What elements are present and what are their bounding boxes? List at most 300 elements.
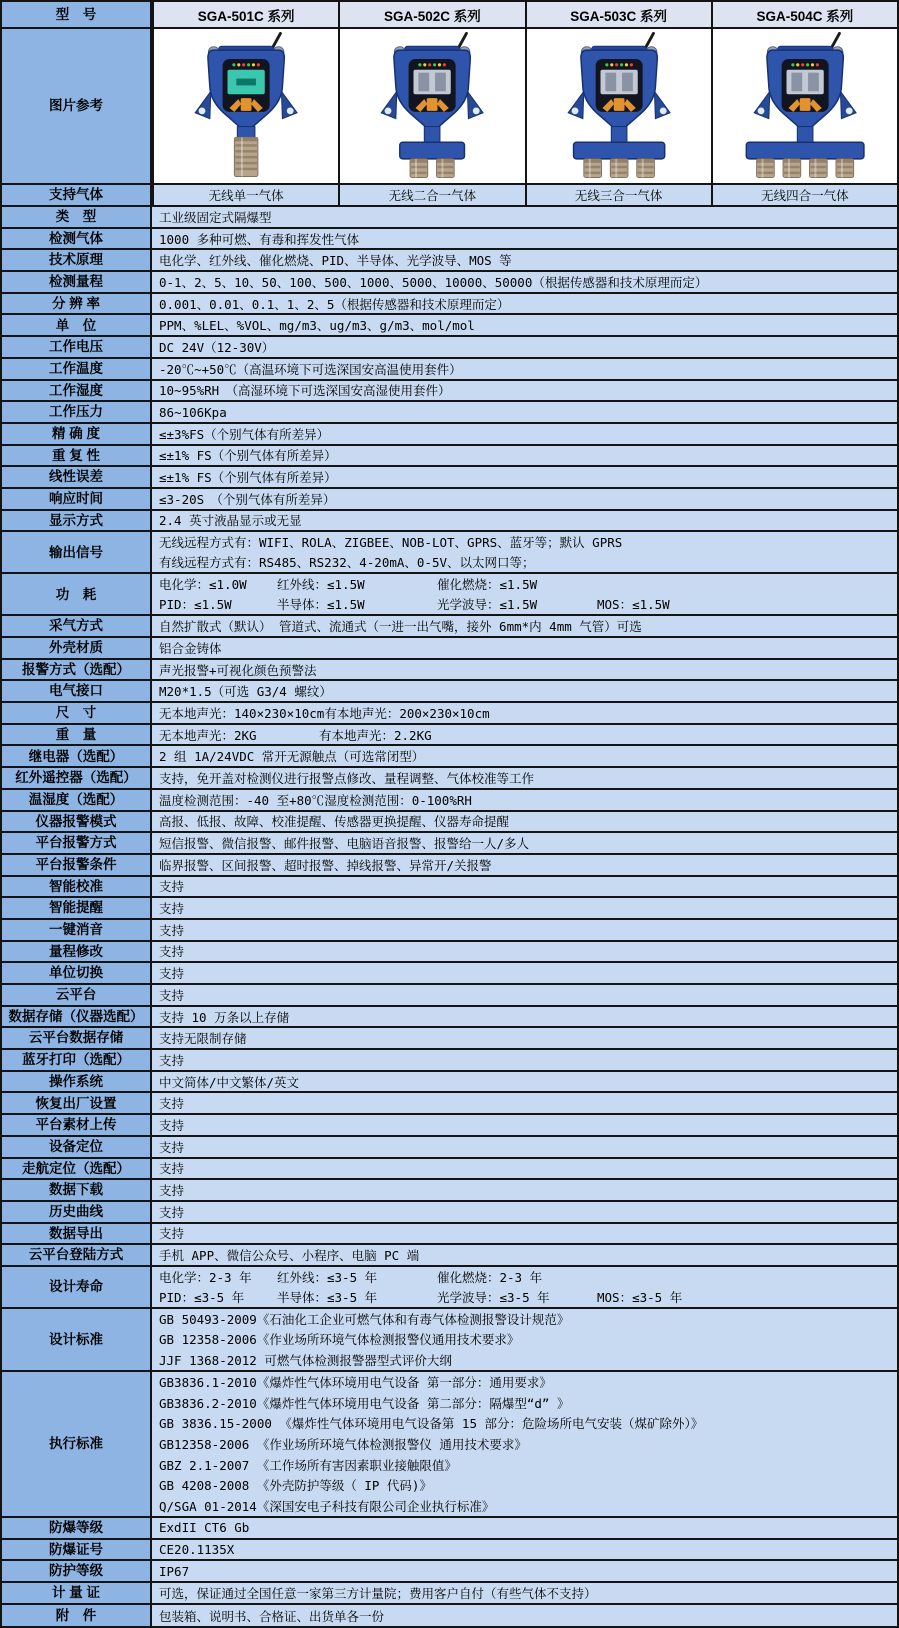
- gas-detector-illustration: [527, 29, 711, 181]
- spec-row: [2, 1245, 897, 1267]
- spec-label-cell: 单 位: [2, 315, 152, 335]
- spec-text: 包装箱、说明书、合格证、出货单各一份: [159, 1608, 385, 1624]
- image-row: [2, 29, 897, 185]
- spec-line: [159, 963, 897, 983]
- spec-value-cell: [152, 985, 897, 1005]
- spec-text: 有线远程方式有：RS485、RS232、4-20mA、0-5V、以太网口等；: [159, 555, 535, 571]
- spec-label-cell: 分 辨 率: [2, 294, 152, 314]
- spec-row: [2, 877, 897, 899]
- spec-text: 有本地声光：2.2KG: [319, 727, 432, 743]
- spec-value-cell: [152, 681, 897, 701]
- spec-text: 支持: [159, 1183, 185, 1199]
- spec-line: [159, 1224, 897, 1244]
- spec-label-cell: 智能提醒: [2, 898, 152, 918]
- spec-line: [159, 250, 897, 270]
- spec-value-cell: [152, 768, 897, 788]
- spec-line: [159, 1050, 897, 1070]
- spec-line: [159, 532, 897, 552]
- spec-value-cell: [152, 337, 897, 357]
- spec-label-cell: 历史曲线: [2, 1202, 152, 1222]
- spec-text: PPM、%LEL、%VOL、mg/m3、ug/m3、g/m3、mol/mol: [159, 318, 475, 334]
- spec-value-cell: [152, 229, 897, 249]
- spec-row: [2, 1137, 897, 1159]
- spec-value-cell: [152, 833, 897, 853]
- spec-row: [2, 855, 897, 877]
- spec-line: [159, 1372, 897, 1393]
- spec-text: 铝合金铸体: [159, 640, 222, 656]
- spec-row: [2, 467, 897, 489]
- spec-line: [159, 1605, 897, 1627]
- spec-text: 0.001、0.01、0.1、1、2、5（根据传感器和技术原理而定）: [159, 296, 510, 312]
- device-image-cell: [152, 29, 338, 183]
- spec-value-cell: [152, 855, 897, 875]
- series-header-cell: SGA-502C 系列: [338, 2, 524, 27]
- spec-row: [2, 833, 897, 855]
- spec-line: [159, 1202, 897, 1222]
- spec-label-cell: 精 确 度: [2, 424, 152, 444]
- header-row: [2, 2, 897, 29]
- spec-value-cell: [152, 1115, 897, 1135]
- spec-line: [159, 1028, 897, 1048]
- spec-text: 红外线：≤3-5 年: [277, 1269, 378, 1285]
- spec-row: [2, 1028, 897, 1050]
- spec-value-cell: [152, 1309, 897, 1370]
- spec-text: 光学波导：≤1.5W: [437, 597, 538, 613]
- spec-row: [2, 229, 897, 251]
- spec-line: [159, 1350, 897, 1370]
- spec-row: [2, 920, 897, 942]
- spec-text: GB3836.1-2010《爆炸性气体环境用电气设备 第一部分：通用要求》: [159, 1375, 552, 1391]
- spec-text: MOS：≤1.5W: [597, 597, 670, 613]
- spec-line: [159, 594, 897, 614]
- spec-row: [2, 638, 897, 660]
- spec-text: 支持: [159, 1052, 185, 1068]
- supported-gas-label: 支持气体: [2, 185, 152, 205]
- spec-text: 电化学：≤1.0W: [159, 577, 247, 593]
- spec-line: [159, 294, 897, 314]
- spec-row: [2, 1180, 897, 1202]
- spec-text: 中文简体/中文繁体/英文: [159, 1074, 300, 1090]
- spec-text: 电化学、红外线、催化燃烧、PID、半导体、光学波导、MOS 等: [159, 253, 512, 269]
- device-image-cell: [338, 29, 524, 183]
- spec-line: [159, 1180, 897, 1200]
- spec-row: [2, 942, 897, 964]
- spec-line: [159, 1454, 897, 1475]
- spec-row: [2, 790, 897, 812]
- spec-label-cell: 技术原理: [2, 250, 152, 270]
- spec-text: 支持: [159, 879, 185, 895]
- spec-line: [159, 1434, 897, 1455]
- spec-text: 支持 10 万条以上存储: [159, 1009, 290, 1025]
- spec-label-cell: 仪器报警模式: [2, 812, 152, 832]
- spec-text: PID：≤3-5 年: [159, 1289, 245, 1305]
- spec-line: [159, 1093, 897, 1113]
- spec-label-cell: 云平台: [2, 985, 152, 1005]
- spec-value-cell: [152, 294, 897, 314]
- spec-line: [159, 877, 897, 897]
- spec-value-cell: [152, 638, 897, 658]
- spec-text: PID：≤1.5W: [159, 597, 232, 613]
- spec-row: [2, 337, 897, 359]
- spec-line: [159, 1393, 897, 1414]
- spec-line: [159, 812, 897, 832]
- spec-row: [2, 1518, 897, 1540]
- spec-line: [159, 1159, 897, 1179]
- spec-row: [2, 725, 897, 747]
- spec-row: [2, 1540, 897, 1562]
- spec-line: [159, 1475, 897, 1496]
- spec-line: [159, 229, 897, 249]
- spec-label-cell: 云平台登陆方式: [2, 1245, 152, 1265]
- spec-label-cell: 电气接口: [2, 681, 152, 701]
- series-header-cell: SGA-504C 系列: [711, 2, 897, 27]
- spec-value-cell: [152, 272, 897, 292]
- spec-line: [159, 1115, 897, 1135]
- series-header-cell: SGA-503C 系列: [525, 2, 711, 27]
- spec-label-cell: 防爆等级: [2, 1518, 152, 1538]
- spec-label-cell: 平台素材上传: [2, 1115, 152, 1135]
- spec-text: MOS：≤3-5 年: [597, 1289, 683, 1305]
- spec-text: 支持，免开盖对检测仪进行报警点修改、量程调整、气体校准等工作: [159, 770, 535, 786]
- spec-row: [2, 1267, 897, 1309]
- spec-line: [159, 768, 897, 788]
- spec-line: [159, 574, 897, 594]
- spec-line: [159, 746, 897, 766]
- spec-line: [159, 359, 897, 379]
- model-header-cell: 型 号: [2, 2, 152, 27]
- spec-line: [159, 1137, 897, 1157]
- supported-gas-value: 无线二合一气体: [338, 185, 524, 205]
- spec-value-cell: [152, 446, 897, 466]
- spec-value-cell: [152, 381, 897, 401]
- spec-value-cell: [152, 725, 897, 745]
- spec-label-cell: 报警方式（选配）: [2, 660, 152, 680]
- spec-label-cell: 数据存储（仪器选配）: [2, 1007, 152, 1027]
- spec-label-cell: 工作电压: [2, 337, 152, 357]
- spec-text: GBZ 2.1-2007 《工作场所有害因素职业接触限值》: [159, 1457, 457, 1473]
- spec-line: [159, 272, 897, 292]
- spec-text: ≤±3%FS（个别气体有所差异）: [159, 426, 330, 442]
- spec-value-cell: [152, 1137, 897, 1157]
- spec-text: 无线远程方式有：WIFI、ROLA、ZIGBEE、NOB-LOT、GPRS、蓝牙等；默认 GPRS: [159, 535, 623, 551]
- spec-row: [2, 574, 897, 616]
- spec-line: [159, 703, 897, 723]
- spec-value-cell: [152, 1050, 897, 1070]
- spec-text: GB12358-2006 《作业场所环境气体检测报警仪 通用技术要求》: [159, 1436, 527, 1452]
- spec-text: 催化燃烧：≤1.5W: [437, 577, 538, 593]
- spec-row: [2, 616, 897, 638]
- spec-line: [159, 942, 897, 962]
- spec-value-cell: [152, 877, 897, 897]
- spec-text: M20*1.5（可选 G3/4 螺纹）: [159, 684, 332, 700]
- spec-text: 短信报警、微信报警、邮件报警、电脑语音报警、报警给一人/多人: [159, 836, 530, 852]
- spec-row: [2, 746, 897, 768]
- spec-text: GB3836.2-2010《爆炸性气体环境用电气设备 第二部分：隔爆型“d” 》: [159, 1395, 570, 1411]
- spec-label-cell: 恢复出厂设置: [2, 1093, 152, 1113]
- spec-line: [159, 207, 897, 227]
- spec-label-cell: 外壳材质: [2, 638, 152, 658]
- spec-label-cell: 数据下载: [2, 1180, 152, 1200]
- supported-gas-value: 无线三合一气体: [525, 185, 711, 205]
- spec-row: [2, 1159, 897, 1181]
- spec-label-cell: 数据导出: [2, 1224, 152, 1244]
- spec-value-cell: [152, 250, 897, 270]
- spec-text: 电化学：2-3 年: [159, 1269, 252, 1285]
- spec-text: 有本地声光：200×230×10cm: [324, 705, 490, 721]
- spec-label-cell: 显示方式: [2, 511, 152, 531]
- spec-text: 支持: [159, 987, 185, 1003]
- spec-text: CE20.1135X: [159, 1541, 235, 1557]
- spec-row: [2, 898, 897, 920]
- spec-label-cell: 单位切换: [2, 963, 152, 983]
- image-row-label: 图片参考: [2, 29, 152, 183]
- spec-row: [2, 1072, 897, 1094]
- spec-label-cell: 走航定位（选配）: [2, 1159, 152, 1179]
- spec-value-cell: [152, 574, 897, 614]
- spec-row: [2, 660, 897, 682]
- spec-line: [159, 638, 897, 658]
- spec-row: [2, 207, 897, 229]
- spec-row: [2, 511, 897, 533]
- spec-row: [2, 703, 897, 725]
- spec-text: ≤±1% FS（个别气体有所差异）: [159, 448, 337, 464]
- spec-label-cell: 输出信号: [2, 532, 152, 572]
- spec-label-cell: 工作压力: [2, 402, 152, 422]
- spec-text: 无本地声光：2KG: [159, 727, 257, 743]
- spec-row: [2, 1202, 897, 1224]
- spec-line: [159, 1495, 897, 1516]
- spec-text: GB 12358-2006《作业场所环境气体检测报警仪通用技术要求》: [159, 1332, 520, 1348]
- spec-row: [2, 294, 897, 316]
- spec-row: [2, 424, 897, 446]
- spec-row: [2, 1583, 897, 1605]
- spec-value-cell: [152, 1605, 897, 1627]
- spec-label-cell: 重 量: [2, 725, 152, 745]
- spec-value-cell: [152, 1518, 897, 1538]
- spec-value-cell: [152, 898, 897, 918]
- spec-line: [159, 1309, 897, 1329]
- spec-line: [159, 1267, 897, 1287]
- spec-line: [159, 681, 897, 701]
- spec-value-cell: [152, 920, 897, 940]
- spec-line: [159, 833, 897, 853]
- gas-detector-illustration: [713, 29, 897, 181]
- spec-line: [159, 337, 897, 357]
- spec-line: [159, 511, 897, 531]
- spec-line: [159, 489, 897, 509]
- spec-label-cell: 蓝牙打印（选配）: [2, 1050, 152, 1070]
- spec-text: 工业级固定式隔爆型: [159, 209, 272, 225]
- spec-value-cell: [152, 963, 897, 983]
- spec-value-cell: [152, 511, 897, 531]
- spec-row: [2, 1115, 897, 1137]
- spec-line: [159, 616, 897, 636]
- spec-text: 声光报警+可视化颜色预警法: [159, 662, 317, 678]
- spec-row: [2, 402, 897, 424]
- spec-line: [159, 315, 897, 335]
- spec-value-cell: [152, 402, 897, 422]
- spec-row: [2, 532, 897, 574]
- spec-label-cell: 红外遥控器（选配）: [2, 768, 152, 788]
- spec-label-cell: 采气方式: [2, 616, 152, 636]
- spec-text: 支持: [159, 1139, 185, 1155]
- spec-row: [2, 250, 897, 272]
- spec-text: 光学波导：≤3-5 年: [437, 1289, 550, 1305]
- spec-line: [159, 660, 897, 680]
- spec-line: [159, 424, 897, 444]
- spec-label-cell: 设计寿命: [2, 1267, 152, 1307]
- spec-line: [159, 1518, 897, 1538]
- spec-text: ExdII CT6 Gb: [159, 1520, 250, 1536]
- spec-text: 红外线：≤1.5W: [277, 577, 365, 593]
- spec-row: [2, 381, 897, 403]
- spec-value-cell: [152, 1540, 897, 1560]
- spec-text: 催化燃烧：2-3 年: [437, 1269, 543, 1285]
- spec-label-cell: 防护等级: [2, 1561, 152, 1581]
- spec-value-cell: [152, 1093, 897, 1113]
- spec-value-cell: [152, 1583, 897, 1603]
- spec-label-cell: 线性误差: [2, 467, 152, 487]
- spec-text: GB 3836.15-2000 《爆炸性气体环境用电气设备第 15 部分：危险场所电气安装（煤矿除外）》: [159, 1416, 704, 1432]
- supported-gas-value: 无线单一气体: [152, 185, 338, 205]
- spec-label-cell: 重 复 性: [2, 446, 152, 466]
- spec-line: [159, 1287, 897, 1307]
- spec-label-cell: 温湿度（选配）: [2, 790, 152, 810]
- spec-value-cell: [152, 942, 897, 962]
- spec-row: [2, 1224, 897, 1246]
- spec-text: 无本地声光：140×230×10cm: [159, 705, 325, 721]
- spec-line: [159, 898, 897, 918]
- spec-text: 支持: [159, 901, 185, 917]
- spec-label-cell: 计 量 证: [2, 1583, 152, 1603]
- spec-text: 支持无限制存储: [159, 1031, 247, 1047]
- spec-text: 支持: [159, 1204, 185, 1220]
- spec-text: 自然扩散式（默认） 管道式、流通式（一进一出气嘴，接外 6mm*内 4mm 气管）可选: [159, 619, 642, 635]
- spec-label-cell: 云平台数据存储: [2, 1028, 152, 1048]
- spec-line: [159, 1540, 897, 1560]
- spec-value-cell: [152, 1072, 897, 1092]
- spec-row: [2, 1605, 897, 1627]
- spec-text: 支持: [159, 1226, 185, 1242]
- spec-text: 半导体：≤3-5 年: [277, 1289, 378, 1305]
- spec-text: ≤3-20S （个别气体有所差异）: [159, 491, 336, 507]
- series-header-cell: SGA-501C 系列: [152, 2, 338, 27]
- spec-value-cell: [152, 1245, 897, 1265]
- spec-value-cell: [152, 1007, 897, 1027]
- spec-text: 10~95%RH （高湿环境下可选深国安高湿使用套件）: [159, 383, 451, 399]
- spec-text: DC 24V（12-30V）: [159, 339, 275, 355]
- spec-label-cell: 功 耗: [2, 574, 152, 614]
- spec-value-cell: [152, 1561, 897, 1581]
- spec-row: [2, 315, 897, 337]
- spec-label-cell: 平台报警方式: [2, 833, 152, 853]
- supported-gas-value: 无线四合一气体: [711, 185, 897, 205]
- spec-row: [2, 768, 897, 790]
- spec-value-cell: [152, 467, 897, 487]
- spec-row: [2, 272, 897, 294]
- spec-line: [159, 920, 897, 940]
- spec-text: 高报、低报、故障、校准提醒、传感器更换提醒、仪器寿命提醒: [159, 814, 510, 830]
- spec-text: IP67: [159, 1563, 190, 1579]
- spec-row: [2, 1309, 897, 1372]
- spec-text: 手机 APP、微信公众号、小程序、电脑 PC 端: [159, 1248, 420, 1264]
- spec-text: 支持: [159, 944, 185, 960]
- spec-label-cell: 响应时间: [2, 489, 152, 509]
- spec-value-cell: [152, 532, 897, 572]
- spec-row: [2, 1093, 897, 1115]
- spec-text: 2 组 1A/24VDC 常开无源触点（可选常闭型）: [159, 749, 425, 765]
- spec-text: ≤±1% FS（个别气体有所差异）: [159, 470, 337, 486]
- spec-text: 可选，保证通过全国任意一家第三方计量院；费用客户自付（有些气体不支持）: [159, 1585, 597, 1601]
- spec-row: [2, 1372, 897, 1518]
- supported-gas-row: [2, 185, 897, 207]
- spec-line: [159, 855, 897, 875]
- spec-value-cell: [152, 1224, 897, 1244]
- spec-text: 支持: [159, 1161, 185, 1177]
- spec-value-cell: [152, 1267, 897, 1307]
- spec-row: [2, 489, 897, 511]
- spec-text: 温度检测范围：-40 至+80℃: [159, 792, 325, 808]
- spec-value-cell: [152, 812, 897, 832]
- spec-label-cell: 一键消音: [2, 920, 152, 940]
- spec-label-cell: 执行标准: [2, 1372, 152, 1516]
- spec-value-cell: [152, 703, 897, 723]
- spec-row: [2, 1561, 897, 1583]
- spec-label-cell: 智能校准: [2, 877, 152, 897]
- spec-text: 半导体：≤1.5W: [277, 597, 365, 613]
- spec-label-cell: 检测量程: [2, 272, 152, 292]
- device-image-cell: [525, 29, 711, 183]
- spec-value-cell: [152, 207, 897, 227]
- spec-text: 支持: [159, 966, 185, 982]
- spec-label-cell: 平台报警条件: [2, 855, 152, 875]
- spec-line: [159, 381, 897, 401]
- spec-value-cell: [152, 315, 897, 335]
- spec-line: [159, 1245, 897, 1265]
- spec-line: [159, 790, 897, 810]
- spec-text: 2.4 英寸液晶显示或无显: [159, 513, 302, 529]
- spec-row: [2, 963, 897, 985]
- spec-line: [159, 1561, 897, 1581]
- spec-line: [159, 1583, 897, 1603]
- spec-line: [159, 1007, 897, 1027]
- spec-label-cell: 设计标准: [2, 1309, 152, 1370]
- gas-detector-illustration: [154, 29, 338, 181]
- spec-row: [2, 1007, 897, 1029]
- spec-text: 湿度检测范围：0-100%RH: [324, 792, 472, 808]
- spec-value-cell: [152, 359, 897, 379]
- spec-label-cell: 附 件: [2, 1605, 152, 1627]
- spec-text: 0-1、2、5、10、50、100、500、1000、5000、10000、50000（根据传感器和技术原理而定）: [159, 274, 708, 290]
- spec-label-cell: 设备定位: [2, 1137, 152, 1157]
- spec-line: [159, 402, 897, 422]
- spec-value-cell: [152, 1372, 897, 1516]
- spec-label-cell: 工作温度: [2, 359, 152, 379]
- spec-text: 支持: [159, 1117, 185, 1133]
- spec-label-cell: 类 型: [2, 207, 152, 227]
- spec-text: -20℃~+50℃（高温环境下可选深国安高温使用套件）: [159, 361, 462, 377]
- spec-text: 支持: [159, 1096, 185, 1112]
- device-image-cell: [711, 29, 897, 183]
- spec-row: [2, 446, 897, 468]
- spec-text: 临界报警、区间报警、超时报警、掉线报警、异常开/关报警: [159, 857, 492, 873]
- spec-text: GB 50493-2009《石油化工企业可燃气体和有毒气体检测报警设计规范》: [159, 1312, 570, 1328]
- spec-text: 1000 多种可燃、有毒和挥发性气体: [159, 231, 360, 247]
- spec-value-cell: [152, 660, 897, 680]
- spec-text: Q/SGA 01-2014《深国安电子科技有限公司企业执行标准》: [159, 1498, 495, 1514]
- spec-value-cell: [152, 746, 897, 766]
- spec-row: [2, 681, 897, 703]
